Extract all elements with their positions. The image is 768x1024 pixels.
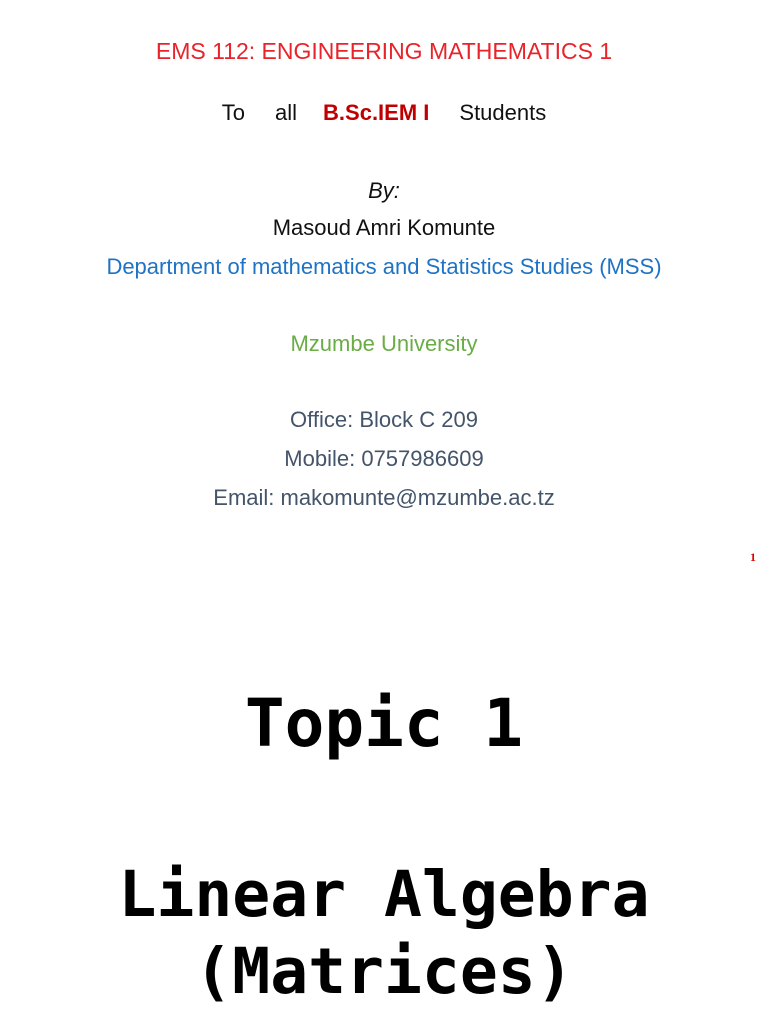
author-name: Masoud Amri Komunte: [272, 215, 496, 240]
department-name: Department of mathematics and Statistics Studies (MSS): [106, 254, 662, 279]
audience-students: Students: [459, 100, 547, 125]
subject-title-line2: (Matrices): [194, 935, 574, 1008]
audience-all: all: [275, 100, 298, 125]
topic-heading: Topic 1: [244, 685, 524, 762]
subject-title-line1: Linear Algebra: [118, 858, 650, 931]
course-title: EMS 112: ENGINEERING MATHEMATICS 1: [155, 38, 613, 64]
office-info: Office: Block C 209: [290, 407, 478, 432]
university-name: Mzumbe University: [290, 331, 478, 356]
audience-line: [0, 100, 768, 126]
topic-slide: [0, 585, 768, 1024]
by-label: By:: [368, 178, 400, 203]
mobile-info: Mobile: 0757986609: [284, 446, 484, 471]
email-info: Email: makomunte@mzumbe.ac.tz: [213, 485, 555, 510]
programme-name: B.Sc.IEM I: [323, 100, 430, 125]
page-number: 1: [750, 550, 756, 564]
audience-to: To: [221, 100, 246, 125]
